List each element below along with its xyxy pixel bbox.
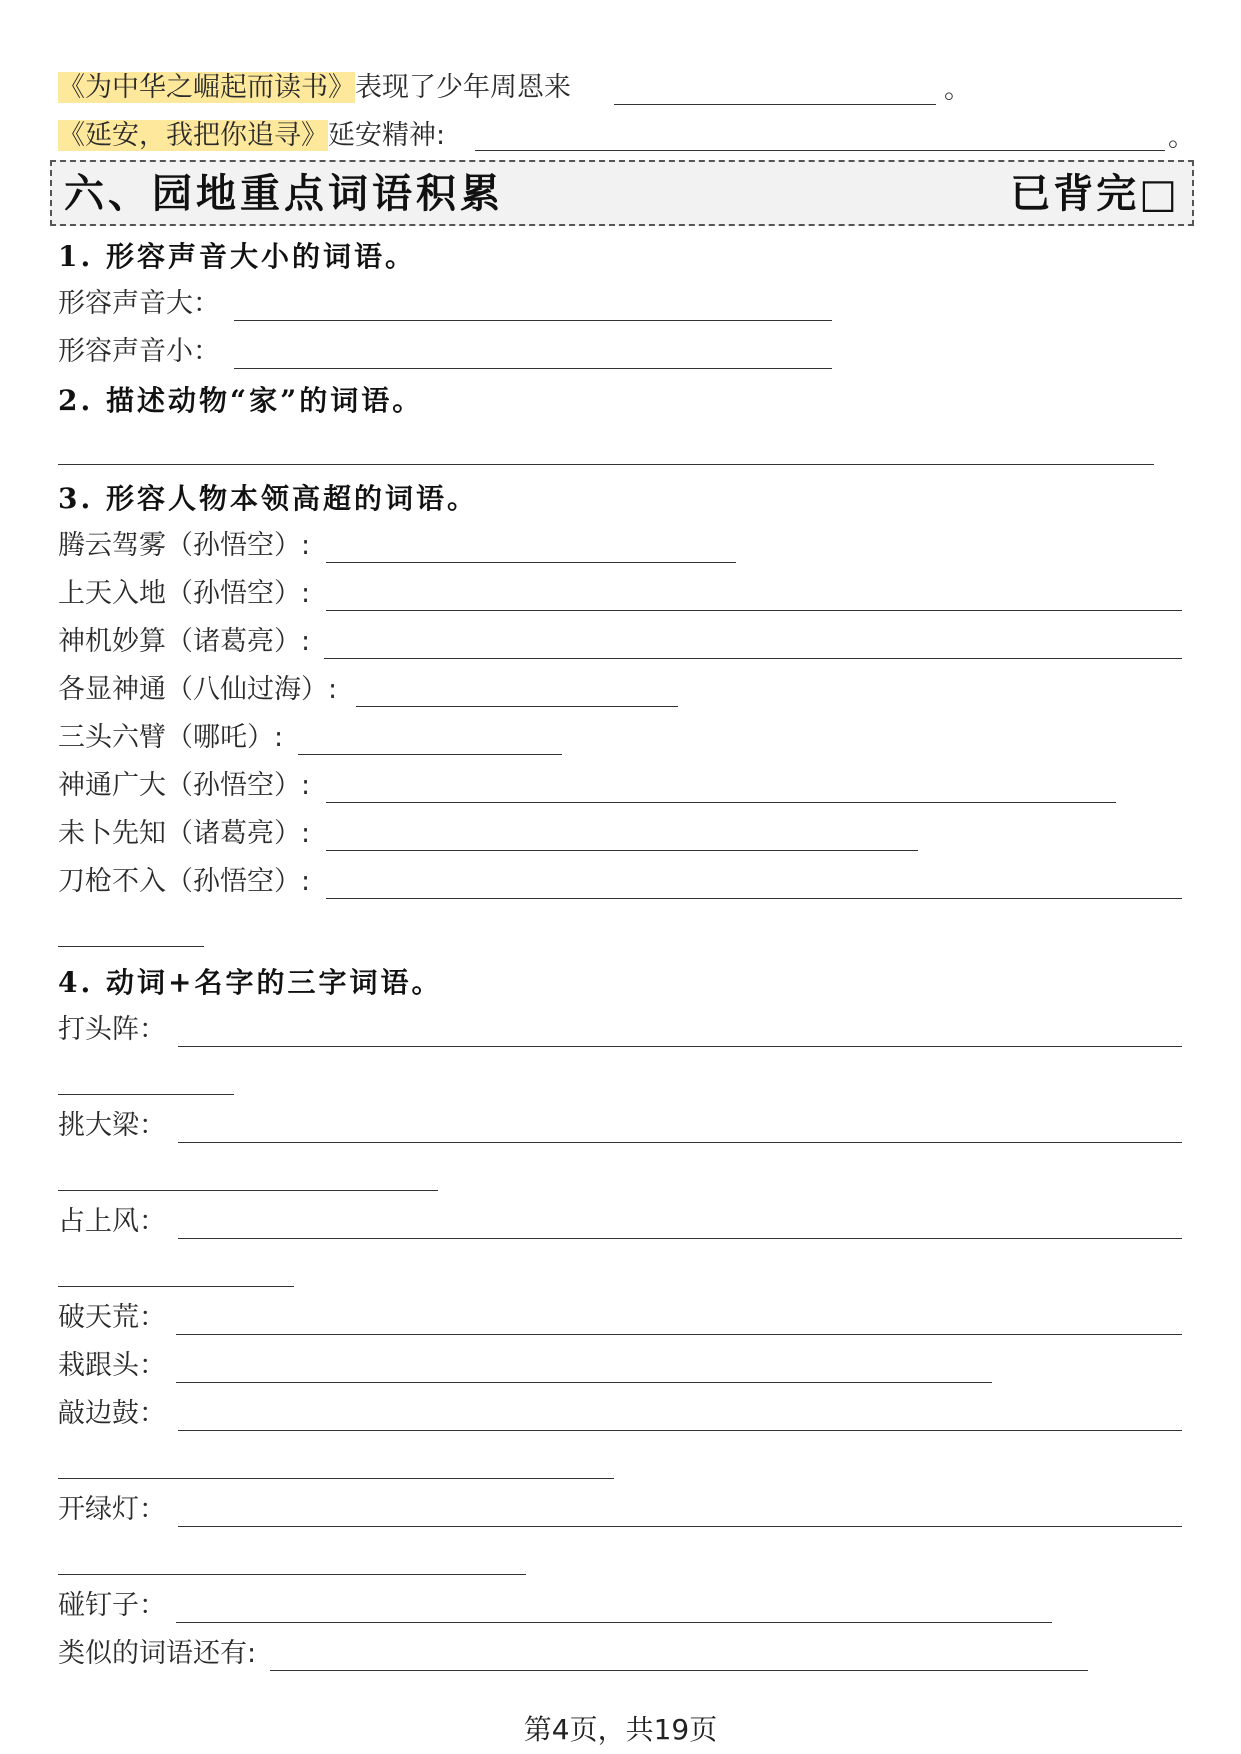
section-header [50,160,1194,226]
q3-item: 各显神通（八仙过海）: [58,674,338,705]
question-4-heading: 4. 动词+名字的三字词语。 [58,966,443,999]
blank-line[interactable] [326,898,1182,899]
q4-item: 打头阵： [58,1014,166,1045]
intro-line-1 [58,70,571,106]
blank-line[interactable] [178,1238,1182,1239]
q3-item: 未卜先知（诸葛亮）: [58,818,311,849]
q4-item: 栽跟头： [58,1350,166,1381]
section-title: 六、园地重点词语积累 [64,170,504,217]
q3-item: 神通广大（孙悟空）: [58,770,311,801]
question-2-heading: 2. 描述动物“家”的词语。 [58,384,424,417]
q4-item: 敲边鼓： [58,1398,166,1429]
blank-line[interactable] [178,1046,1182,1047]
q3-item: 刀枪不入（孙悟空）: [58,866,311,897]
blank-line[interactable] [176,1622,1052,1623]
blank-line[interactable] [58,1574,526,1575]
q4-item: 破天荒： [58,1302,166,1333]
blank-line[interactable] [270,1670,1088,1671]
page-number: 第4页，共19页 [523,1713,718,1746]
q4-item: 碰钉子： [58,1590,166,1621]
blank-line[interactable] [178,1142,1182,1143]
blank-line[interactable] [475,150,1165,151]
q3-item: 三头六臂（哪吒）: [58,722,284,753]
blank-line[interactable] [58,1286,294,1287]
intro-title-2: 《延安，我把你追寻》 [58,120,328,151]
q4-item: 占上风： [58,1206,166,1237]
q4-item: 挑大梁： [58,1110,166,1141]
intro-title-1: 《为中华之崛起而读书》 [58,72,355,103]
blank-line[interactable] [234,368,832,369]
blank-line[interactable] [298,754,562,755]
q1-label-soft: 形容声音小： [58,336,220,367]
intro-text-2: 延安精神: [328,120,446,151]
q1-label-loud: 形容声音大： [58,288,220,319]
blank-line[interactable] [176,1382,992,1383]
q3-item: 神机妙算（诸葛亮）: [58,626,311,657]
intro-text-1: 表现了少年周恩来 [355,72,571,103]
intro-end-1: 。 [944,74,971,105]
blank-line[interactable] [326,610,1182,611]
blank-line[interactable] [58,464,1154,465]
blank-line[interactable] [326,562,736,563]
question-3-heading: 3. 形容人物本领高超的词语。 [58,482,478,515]
blank-line[interactable] [326,802,1116,803]
blank-line[interactable] [356,706,678,707]
blank-line[interactable] [234,320,832,321]
blank-line[interactable] [178,1430,1182,1431]
blank-line[interactable] [178,1526,1182,1527]
blank-line[interactable] [614,104,936,105]
blank-line[interactable] [176,1334,1182,1335]
q4-item: 开绿灯： [58,1494,166,1525]
blank-line[interactable] [326,850,918,851]
q3-item: 腾云驾雾（孙悟空）: [58,530,311,561]
q3-item: 上天入地（孙悟空）: [58,578,311,609]
blank-line[interactable] [58,946,204,947]
intro-end-2: 。 [1168,122,1195,153]
question-1-heading: 1. 形容声音大小的词语。 [58,240,416,273]
memorized-checkbox[interactable]: 已背完□ [1010,170,1180,217]
q4-similar-label: 类似的词语还有: [58,1638,257,1669]
intro-line-2 [58,118,445,154]
blank-line[interactable] [58,1094,234,1095]
blank-line[interactable] [58,1190,438,1191]
blank-line[interactable] [58,1478,614,1479]
blank-line[interactable] [324,658,1182,659]
